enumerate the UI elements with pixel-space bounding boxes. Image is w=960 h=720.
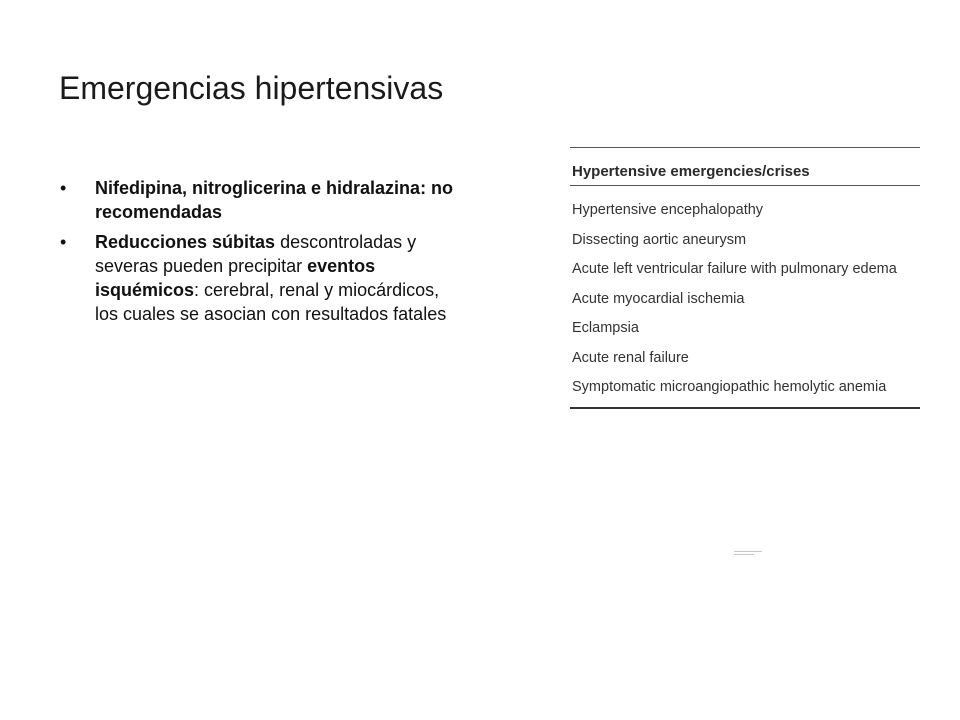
bullet2-bold-start: Reducciones súbitas — [95, 232, 276, 252]
hypertensive-emergencies-table — [570, 147, 920, 409]
faint-caption-mark — [734, 551, 762, 559]
slide-title: Emergencias hipertensivas — [59, 70, 444, 106]
table-row: Symptomatic microangiopathic hemolytic anemia — [572, 379, 887, 395]
table-row: Acute myocardial ischemia — [572, 290, 745, 307]
bullet1-bold-text: Nifedipina, nitroglicerina e hidralazina: no recomendadas — [95, 178, 454, 222]
faint-line — [734, 554, 754, 555]
bullet2-bold-middle: eventos isquémicos — [95, 256, 376, 300]
bullet-marker: • — [60, 178, 67, 198]
table-bottom-rule — [570, 407, 920, 409]
bullet2-text-middle: descontroladas y severas pueden precipitar — [95, 232, 417, 276]
table-header-rule — [570, 185, 920, 186]
table-row: Acute renal failure — [572, 349, 689, 366]
bullet-marker: • — [60, 232, 67, 252]
bullet-item-recommendations — [60, 176, 460, 224]
faint-line — [734, 551, 762, 552]
table-row: Eclampsia — [572, 320, 639, 336]
table-row: Acute left ventricular failure with pulmonary edema — [572, 261, 897, 277]
bullet-item-sudden-reductions — [60, 230, 460, 326]
table-row: Hypertensive encephalopathy — [572, 202, 764, 218]
table-row: Dissecting aortic aneurysm — [572, 231, 747, 248]
table-header: Hypertensive emergencies/crises — [572, 163, 810, 180]
table-rows — [570, 196, 920, 403]
bullet2-text-end: : cerebral, renal y miocárdicos, los cuales se asocian con resultados fatales — [95, 280, 447, 324]
bullet-list — [60, 176, 460, 332]
